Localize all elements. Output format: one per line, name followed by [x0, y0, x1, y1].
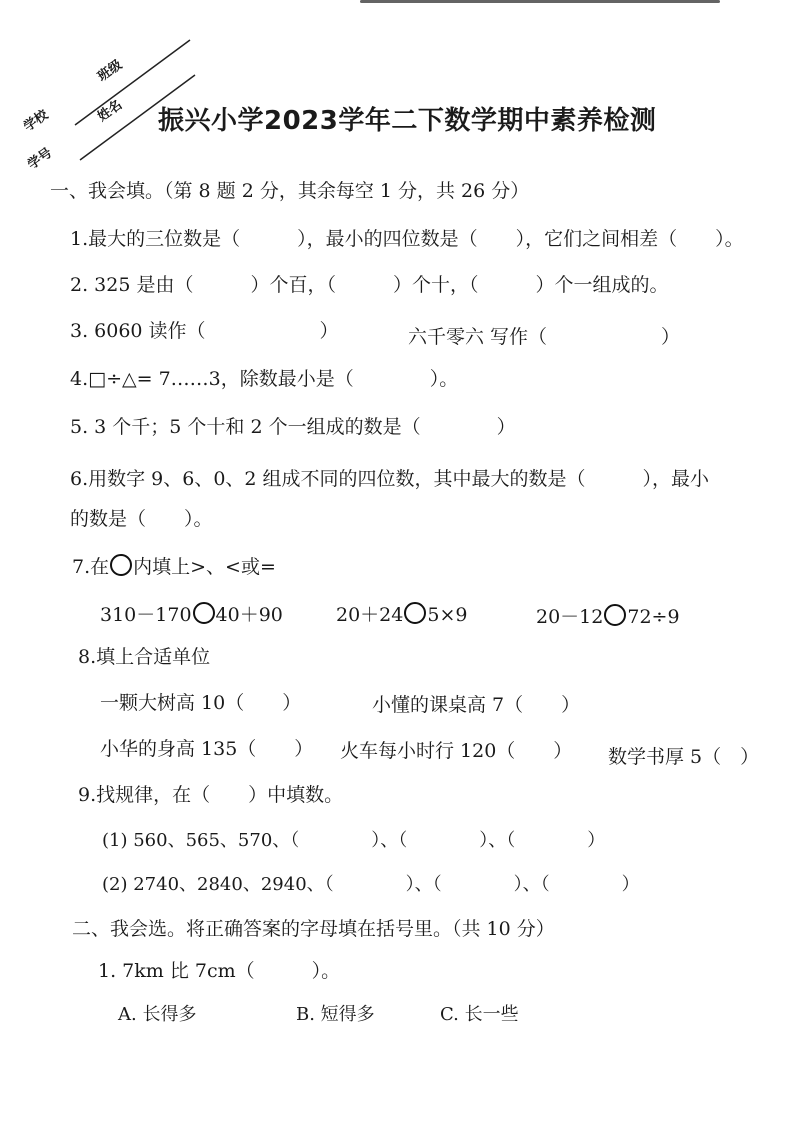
comparison-3-left: 20－12: [536, 606, 604, 628]
question-3a: 3. 6060 读作（ ）: [70, 320, 339, 342]
question-6-line1: 6.用数字 9、6、0、2 组成不同的四位数，其中最大的数是（ ），最小: [70, 468, 710, 490]
comparison-2-left: 20＋24: [336, 604, 404, 626]
name-field-label: 姓名: [95, 97, 126, 125]
unit-item-desk: 小懂的课桌高 7（ ）: [372, 694, 581, 716]
comparison-3-right: 72÷9: [627, 606, 680, 628]
section1-heading: 一、我会填。（第 8 题 2 分，其余每空 1 分，共 26 分）: [50, 180, 530, 202]
scan-artifact: [360, 0, 720, 3]
question-6-line2: 的数是（ ）。: [70, 508, 213, 530]
unit-item-tree: 一颗大树高 10（ ）: [100, 692, 302, 714]
option-c: C. 长一些: [440, 1004, 519, 1025]
comparison-1-left: 310－170: [100, 604, 192, 626]
question-7-label: [72, 552, 276, 579]
unit-item-height: 小华的身高 135（ ）: [100, 738, 314, 760]
question-2: 2. 325 是由（ ）个百，（ ）个十，（ ）个一组成的。: [70, 274, 669, 296]
question-5: 5. 3 个千；5 个十和 2 个一组成的数是（ ）: [70, 416, 516, 438]
comparison-3: [536, 602, 680, 629]
question-4: 4.□÷△= 7……3，除数最小是（ ）。: [70, 368, 459, 390]
comparison-2: [336, 600, 467, 627]
unit-item-train: 火车每小时行 120（ ）: [340, 740, 573, 762]
section2-heading: 二、我会选。将正确答案的字母填在括号里。（共 10 分）: [72, 918, 555, 940]
school-field-label: 学校: [21, 107, 52, 135]
question-9-label: 9.找规律，在（ ）中填数。: [78, 784, 344, 806]
comparison-1-right: 40＋90: [215, 604, 283, 626]
option-b: B. 短得多: [296, 1004, 375, 1025]
page-title: 振兴小学2023学年二下数学期中素养检测: [158, 106, 657, 136]
unit-item-book: 数学书厚 5（ ）: [608, 746, 760, 768]
circle-icon: [110, 554, 132, 576]
comparison-3-circle-icon[interactable]: [604, 604, 626, 626]
question-7-label-tail: 内填上>、<或=: [133, 556, 276, 578]
s2-question-1: 1. 7km 比 7cm（ ）。: [98, 960, 341, 982]
class-field-label: 班级: [95, 57, 126, 85]
question-8-label: 8.填上合适单位: [78, 646, 211, 668]
pattern-row-2: (2) 2740、2840、2940、（ ）、（ ）、（ ）: [102, 874, 640, 895]
comparison-2-right: 5×9: [427, 604, 468, 626]
question-1: 1.最大的三位数是（ ），最小的四位数是（ ），它们之间相差（ ）。: [70, 228, 744, 250]
comparison-1-circle-icon[interactable]: [193, 602, 215, 624]
comparison-1: [100, 600, 283, 627]
question-3b: 六千零六 写作（ ）: [408, 326, 681, 348]
question-7-label-head: 7.在: [72, 556, 110, 578]
pattern-row-1: (1) 560、565、570、（ ）、（ ）、（ ）: [102, 830, 606, 851]
option-a: A. 长得多: [118, 1004, 197, 1025]
comparison-2-circle-icon[interactable]: [404, 602, 426, 624]
number-field-label: 学号: [25, 145, 56, 173]
